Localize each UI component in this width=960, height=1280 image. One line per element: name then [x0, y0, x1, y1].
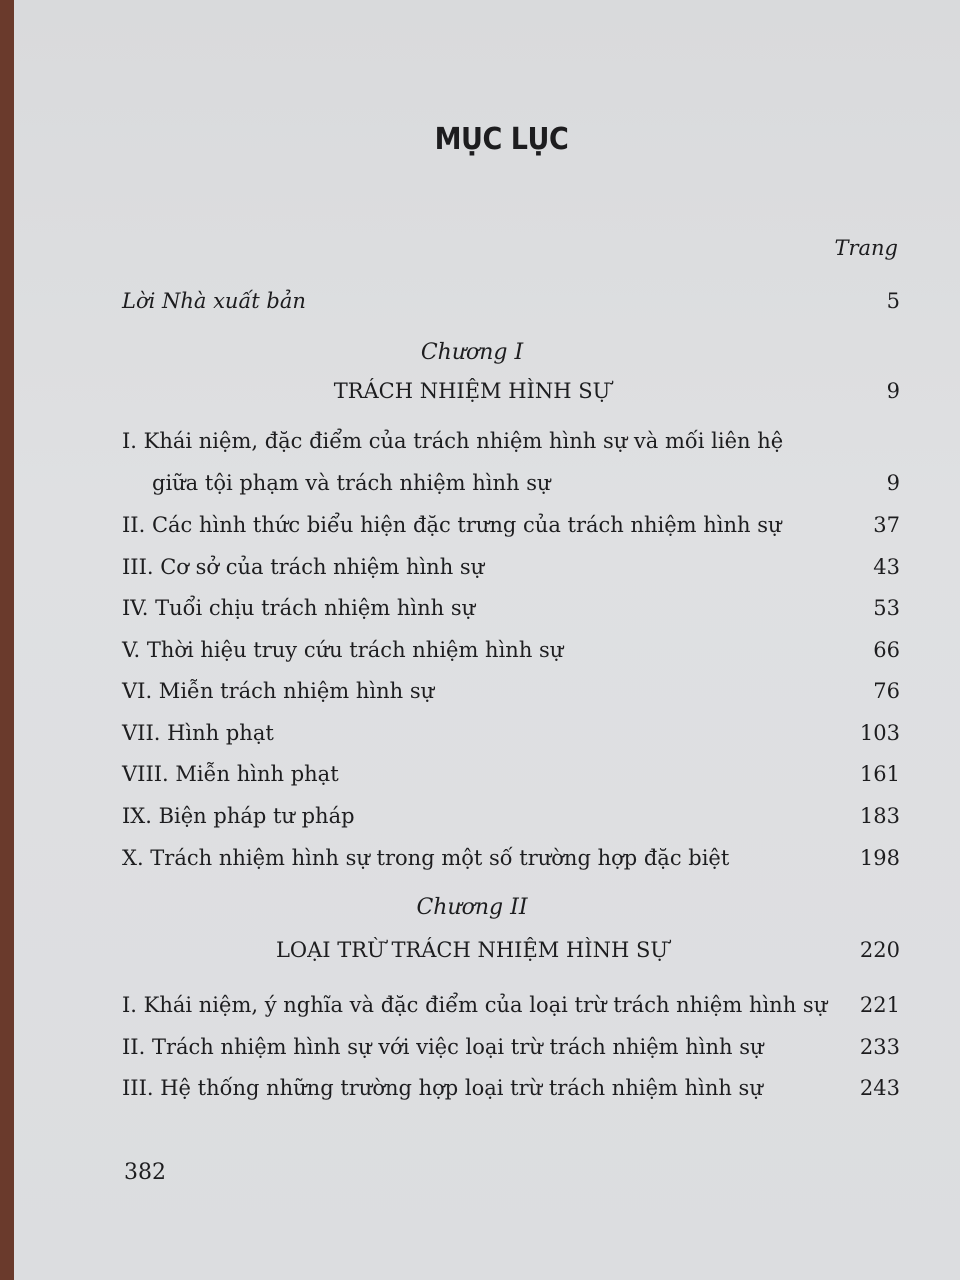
- toc-entry-label: V. Thời hiệu truy cứu trách nhiệm hình sự: [122, 638, 564, 662]
- toc-entry-label: IV. Tuổi chịu trách nhiệm hình sự: [122, 596, 476, 620]
- toc-entry-label: IX. Biện pháp tư pháp: [122, 804, 355, 828]
- toc-entry-label: III. Hệ thống những trường hợp loại trừ trách nhiệm hình sự: [122, 1076, 763, 1100]
- chapter-label: Chương I: [420, 340, 524, 365]
- toc-entry-page: 243: [859, 1076, 900, 1100]
- toc-entry-page: 37: [873, 513, 900, 537]
- toc-entry-label: II. Các hình thức biểu hiện đặc trưng của trách nhiệm hình sự: [122, 513, 782, 537]
- chapter-label: Chương II: [416, 895, 528, 920]
- toc-entry-page: 43: [873, 555, 900, 579]
- toc-entry-label: I. Khái niệm, ý nghĩa và đặc điểm của loại trừ trách nhiệm hình sự: [122, 993, 828, 1017]
- toc-entry-page: 233: [859, 1035, 900, 1059]
- page-number: 382: [124, 1160, 166, 1185]
- toc-entry-label: X. Trách nhiệm hình sự trong một số trường hợp đặc biệt: [122, 846, 730, 870]
- toc-entry-label: VIII. Miễn hình phạt: [122, 762, 339, 786]
- toc-entry-label: II. Trách nhiệm hình sự với việc loại trừ trách nhiệm hình sự: [122, 1035, 764, 1059]
- toc-entry-page: 161: [859, 762, 900, 786]
- chapter-title-page: 9: [886, 379, 900, 403]
- page-title: MỤC LỤC: [434, 122, 569, 157]
- toc-entry-label: I. Khái niệm, đặc điểm của trách nhiệm hình sự và mối liên hệ: [122, 429, 784, 453]
- toc-entry-page: 198: [859, 846, 900, 870]
- toc-entry-label: III. Cơ sở của trách nhiệm hình sự: [122, 555, 485, 579]
- toc-entry-page: 5: [886, 289, 900, 313]
- toc-entry-label: Lời Nhà xuất bản: [122, 289, 306, 313]
- toc-entry-page: 103: [859, 721, 900, 745]
- toc-entry-page: 221: [859, 993, 900, 1017]
- page-column-header: Trang: [834, 236, 898, 260]
- toc-entry-page: 53: [873, 596, 900, 620]
- chapter-title-text: LOẠI TRỪ TRÁCH NHIỆM HÌNH SỰ: [275, 938, 669, 962]
- chapter-title-page: 220: [859, 938, 900, 962]
- toc-entry-page: 9: [886, 471, 900, 495]
- chapter-title-text: TRÁCH NHIỆM HÌNH SỰ: [333, 379, 611, 403]
- toc-entry-label: VI. Miễn trách nhiệm hình sự: [122, 679, 435, 703]
- book-page: [14, 0, 960, 1280]
- toc-entry-label: giữa tội phạm và trách nhiệm hình sự: [152, 471, 551, 495]
- toc-entry-label: VII. Hình phạt: [122, 721, 274, 745]
- toc-entry-page: 66: [873, 638, 900, 662]
- toc-entry-page: 76: [873, 679, 900, 703]
- toc-entry-page: 183: [859, 804, 900, 828]
